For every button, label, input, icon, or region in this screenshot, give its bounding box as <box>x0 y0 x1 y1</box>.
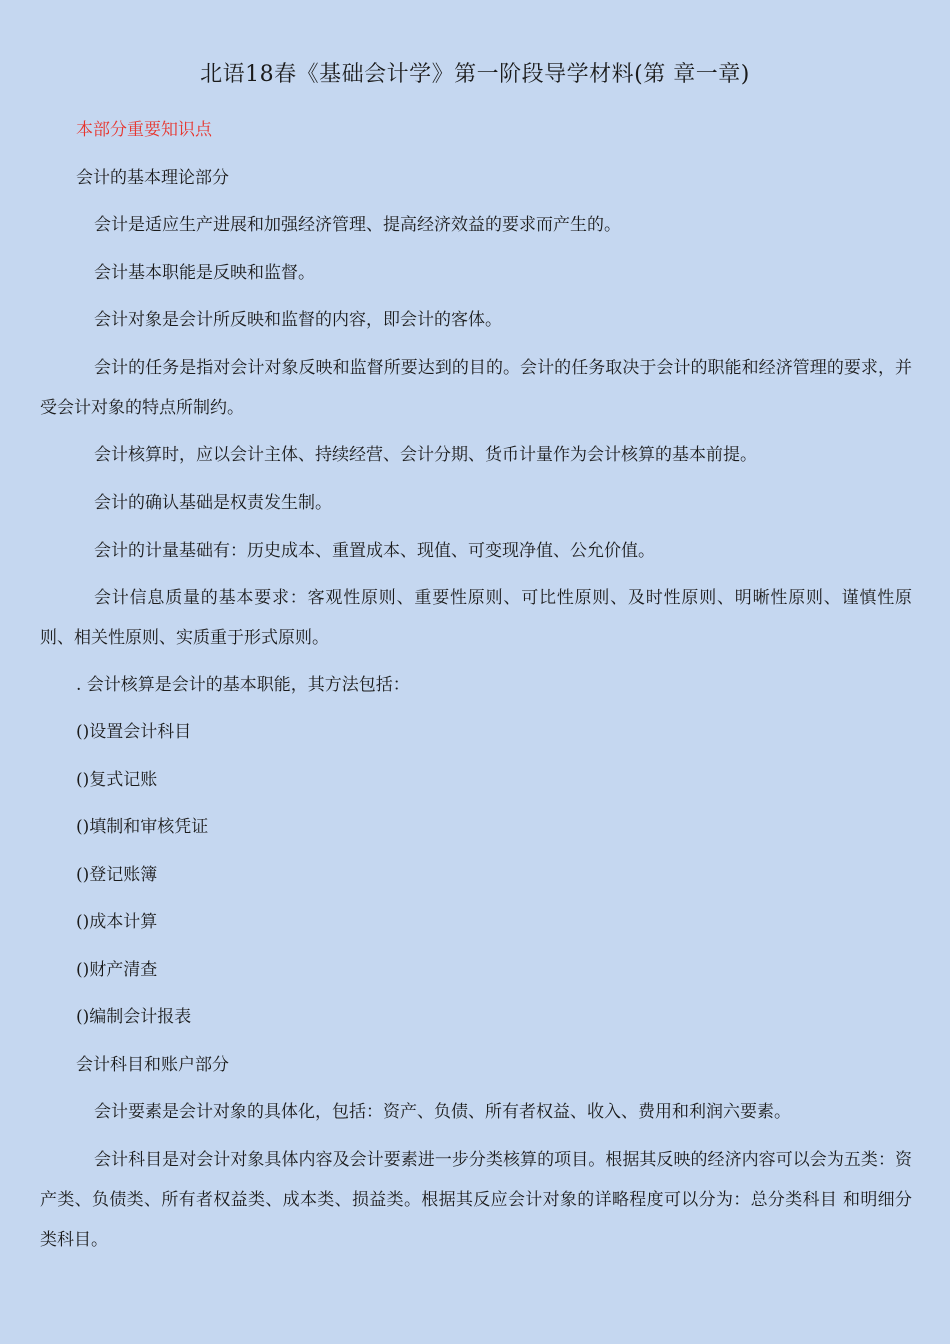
list-item: ()填制和审核凭证 <box>76 817 209 837</box>
list-item: ()成本计算 <box>76 912 158 932</box>
paragraph: 会计是适应生产进展和加强经济管理、提高经济效益的要求而产生的。 <box>94 215 621 235</box>
paragraph: 会计对象是会计所反映和监督的内容，即会计的客体。 <box>94 310 502 330</box>
paragraph: 会计的任务是指对会计对象反映和监督所要达到的目的。会计的任务取决于会计的职能和经济管理的要求，并受会计对象的特点所制约。 <box>40 358 912 418</box>
section-heading-basic-theory: 会计的基本理论部分 <box>76 168 229 188</box>
paragraph: 会计的确认基础是权责发生制。 <box>94 493 332 513</box>
list-item: ()财产清查 <box>76 960 158 980</box>
paragraph: 会计信息质量的基本要求：客观性原则、重要性原则、可比性原则、及时性原则、明晰性原则、谨慎性原 则、相关性原则、实质重于形式原则。 <box>40 588 912 648</box>
list-item: ()设置会计科目 <box>76 722 192 742</box>
methods-intro: . 会计核算是会计的基本职能，其方法包括： <box>76 675 410 695</box>
paragraph: 会计要素是会计对象的具体化，包括：资产、负债、所有者权益、收入、费用和利润六要素。 <box>94 1102 791 1122</box>
list-item: ()登记账簿 <box>76 865 158 885</box>
key-points-heading: 本部分重要知识点 <box>76 120 212 140</box>
list-item: ()复式记账 <box>76 770 158 790</box>
document-title: 北语18春《基础会计学》第一阶段导学材料(第 章一章) <box>200 62 750 87</box>
list-item: ()编制会计报表 <box>76 1007 192 1027</box>
paragraph: 会计核算时，应以会计主体、持续经营、会计分期、货币计量作为会计核算的基本前提。 <box>94 445 757 465</box>
paragraph: 会计科目是对会计对象具体内容及会计要素进一步分类核算的项目。根据其反映的经济内容可以会为五类：资产类、负债类、所有者权益类、成本类、损益类。根据其反应会计对象的详略程度可以分为：总分类科目 和明细分类科目。 <box>40 1150 912 1250</box>
paragraph: 会计基本职能是反映和监督。 <box>94 263 315 283</box>
section-heading-accounts: 会计科目和账户部分 <box>76 1055 229 1075</box>
paragraph: 会计的计量基础有：历史成本、重置成本、现值、可变现净值、公允价值。 <box>94 541 655 561</box>
